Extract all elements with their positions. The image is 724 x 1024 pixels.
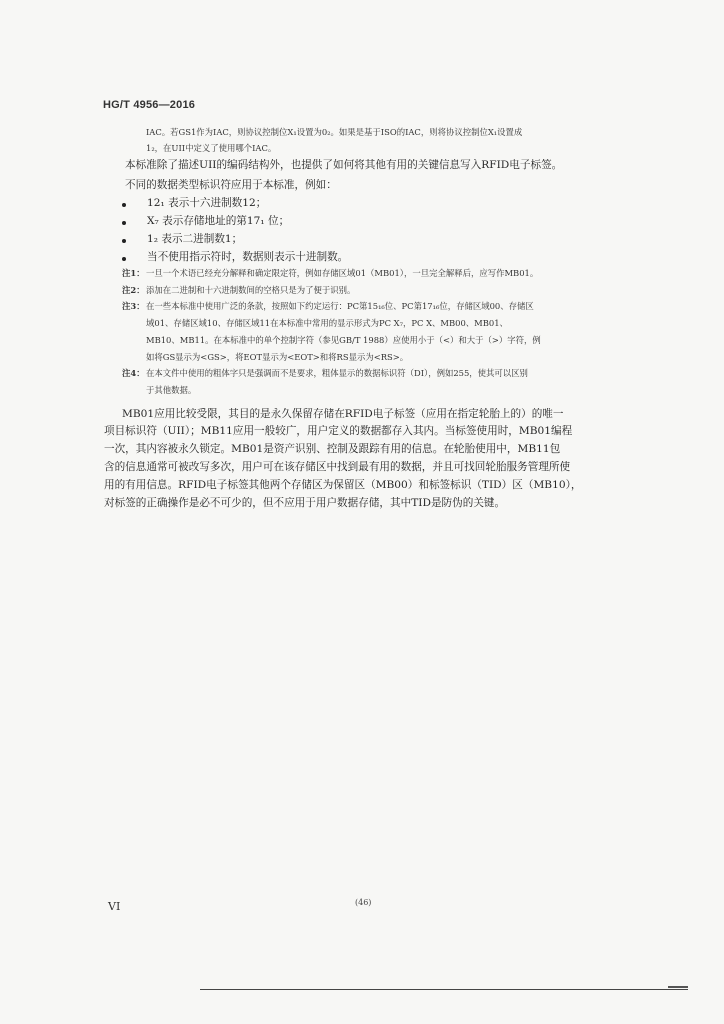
note-label: 注2：	[122, 285, 145, 295]
bullet-item: 1₂ 表示二进制数1；	[147, 233, 243, 245]
para2-line: 项目标识符（UII）；MB11应用一般较广，用户定义的数据都存入其内。当标签使用时，MB01编程	[104, 425, 573, 437]
para2-line: 一次，其内容被永久锁定。MB01是资产识别、控制及跟踪有用的信息。在轮胎使用中，MB11包	[104, 443, 561, 455]
para2-line: 对标签的正确操作是必不可少的，但不应用于用户数据存储，其中TID是防伪的关键。	[104, 497, 506, 509]
para2-line: 用的有用信息。RFID电子标签其他两个存储区为保留区（MB00）和标签标识（TID）区（MB10），	[104, 479, 582, 491]
note-text-line: MB10、MB11。在本标准中的单个控制字符（参见GB/T 1988）应使用小于（<）和大于（>）字符，例	[146, 335, 541, 345]
bullet-dot	[122, 221, 126, 225]
intro-line-1: IAC。若GS1作为IAC，则协议控制位X₁设置为0₂。如果是基于ISO的IAC，则将协议控制位X₁设置成	[146, 127, 523, 137]
note-label: 注1：	[122, 268, 145, 278]
note-label: 注3：	[122, 301, 145, 311]
bullet-dot	[122, 203, 126, 207]
para1-line-1: 本标准除了描述UII的编码结构外，也提供了如何将其他有用的关键信息写入RFID电子标签。	[125, 159, 563, 171]
para2-line: 含的信息通常可被改写多次，用户可在该存储区中找到最有用的数据，并且可找回轮胎服务管理所使	[104, 461, 571, 473]
para1-line-2: 不同的数据类型标识符应用于本标准，例如：	[125, 179, 337, 191]
bottom-rule	[200, 989, 688, 990]
bottom-rule-mark	[668, 986, 688, 988]
bullet-item: X₇ 表示存储地址的第17₁ 位；	[147, 215, 290, 227]
bullet-dot	[122, 239, 126, 243]
bullet-item: 12₁ 表示十六进制数12；	[147, 197, 267, 209]
note-text-line: 一旦一个术语已经充分解释和确定限定符，例如存储区域01（MB01），一旦完全解释后，应写作MB01。	[146, 268, 539, 278]
note-text-line: 于其他数据。	[146, 385, 197, 395]
standard-code-header: HG/T 4956—2016	[103, 99, 196, 111]
intro-line-2: 1₂，在UII中定义了使用哪个IAC。	[146, 143, 277, 153]
page-number: (46)	[355, 898, 372, 907]
note-text-line: 如将GS显示为<GS>，将EOT显示为<EOT>和将RS显示为<RS>。	[146, 352, 409, 362]
note-text-line: 添加在二进制和十六进制数间的空格只是为了便于识别。	[146, 285, 356, 295]
bullet-dot	[122, 257, 126, 261]
para2-line: MB01应用比较受限，其目的是永久保留存储在RFID电子标签（应用在指定轮胎上的）的唯一	[122, 408, 564, 420]
bullet-item: 当不使用指示符时，数据则表示十进制数。	[147, 251, 349, 263]
note-label: 注4：	[122, 368, 145, 378]
note-text-line: 在一些本标准中使用广泛的条款，按照如下约定运行：PC第15₁₆位、PC第17₁₆位，存储区域00、存储区	[146, 301, 534, 311]
note-text-line: 域01、存储区域10、存储区域11在本标准中常用的显示形式为PC X₇，PC X、MB00、MB01、	[146, 318, 508, 328]
note-text-line: 在本文件中使用的粗体字只是强调而不是要求，粗体显示的数据标识符（DI），例如255，使其可以区别	[146, 368, 528, 378]
page-number-roman: VI	[108, 900, 121, 913]
